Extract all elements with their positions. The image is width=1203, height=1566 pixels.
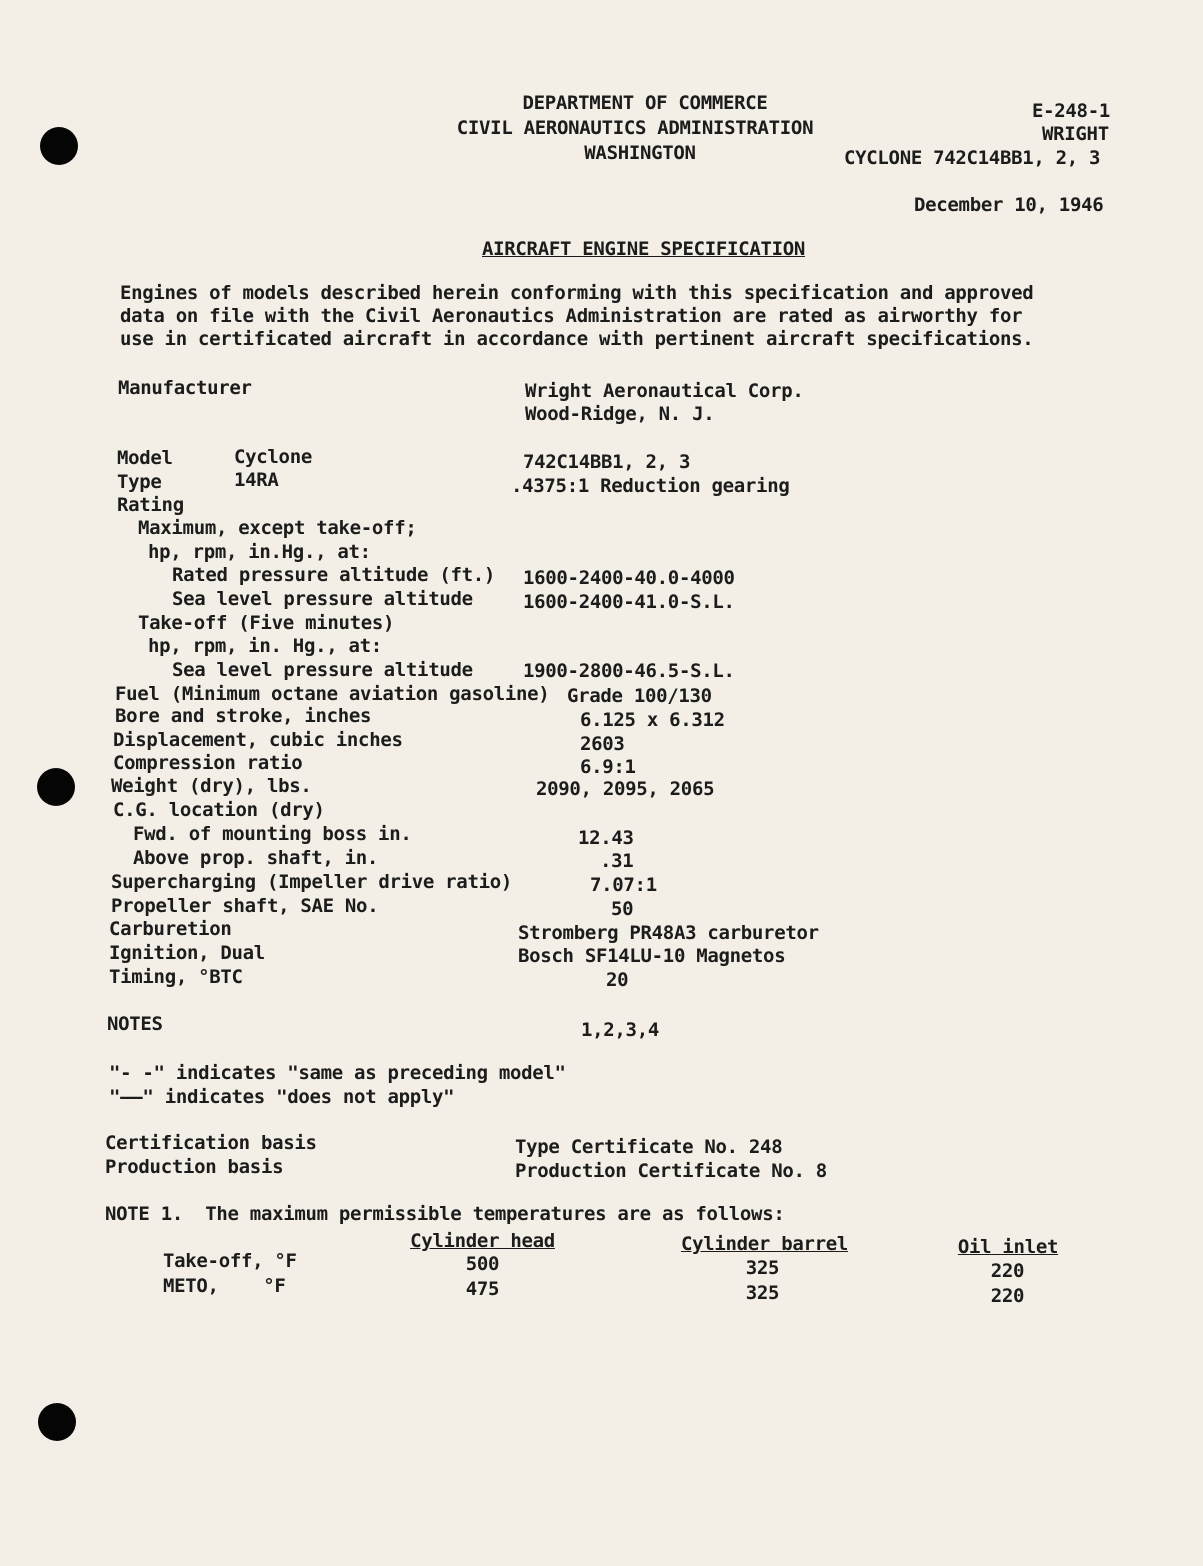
legend-same: "- -" indicates "same as preceding model" (109, 1062, 566, 1084)
spec-number: E-248-1 (1032, 100, 1110, 122)
model-label: Model (117, 447, 173, 469)
punch-hole-middle (37, 768, 75, 806)
spec-date: December 10, 1946 (914, 194, 1104, 216)
manufacturer-label: Manufacturer (118, 377, 252, 399)
notes-label: NOTES (107, 1013, 163, 1035)
cg-above-value: .31 (600, 850, 634, 872)
supercharging-label: Supercharging (Impeller drive ratio) (111, 871, 513, 893)
cg-forward-value: 12.43 (578, 827, 634, 849)
table-cell: 475 (465, 1278, 500, 1300)
displacement-label: Displacement, cubic inches (113, 729, 403, 751)
weight-value: 2090, 2095, 2065 (536, 778, 715, 800)
type-value: .4375:1 Reduction gearing (511, 475, 790, 497)
ignition-value: Bosch SF14LU-10 Magnetos (518, 945, 786, 967)
certification-basis-value: Type Certificate No. 248 (515, 1136, 783, 1158)
intro-paragraph (120, 282, 1090, 351)
department-line: DEPARTMENT OF COMMERCE (522, 92, 768, 114)
carburetion-value: Stromberg PR48A3 carburetor (518, 922, 819, 944)
manufacturer-name: Wright Aeronautical Corp. (525, 380, 804, 402)
cg-location-label: C.G. location (dry) (113, 799, 325, 821)
table-cell: 500 (465, 1253, 500, 1275)
notes-value: 1,2,3,4 (581, 1019, 659, 1041)
takeoff-label: Take-off (Five minutes) (138, 612, 395, 634)
weight-label: Weight (dry), lbs. (111, 775, 312, 797)
table-cell: 325 (745, 1282, 780, 1304)
certification-basis-label: Certification basis (105, 1132, 317, 1154)
punch-hole-bottom (38, 1403, 76, 1441)
production-basis-label: Production basis (105, 1156, 284, 1178)
rating-max-label: Maximum, except take-off; (138, 517, 417, 539)
table-cell: 325 (745, 1257, 780, 1279)
engine-model-line: CYCLONE 742C14BB1, 2, 3 (844, 147, 1101, 169)
carburetion-label: Carburetion (109, 918, 232, 940)
table-cell: 220 (990, 1260, 1025, 1282)
legend-not-apply: "——" indicates "does not apply" (109, 1086, 455, 1108)
rating-label: Rating (117, 494, 184, 516)
cg-forward-label: Fwd. of mounting boss in. (133, 823, 412, 845)
table-cell: 220 (990, 1285, 1025, 1307)
supercharging-value: 7.07:1 (590, 874, 657, 896)
production-basis-value: Production Certificate No. 8 (515, 1160, 827, 1182)
fuel-value: Grade 100/130 (567, 685, 712, 707)
rated-altitude-value: 1600-2400-40.0-4000 (523, 567, 735, 589)
spec-title: AIRCRAFT ENGINE SPECIFICATION (482, 238, 806, 260)
sea-level-value: 1600-2400-41.0-S.L. (523, 591, 735, 613)
note1-text: NOTE 1. The maximum permissible temperatures are as follows: (105, 1203, 785, 1225)
sea-level-label: Sea level pressure altitude (172, 588, 473, 610)
takeoff-units: hp, rpm, in. Hg., at: (148, 635, 382, 657)
table-row-label: Take-off, °F (163, 1250, 297, 1272)
intro-line: data on file with the Civil Aeronautics Administration are rated as airworthy for (120, 305, 1023, 327)
administration-line: CIVIL AERONAUTICS ADMINISTRATION (456, 117, 814, 139)
bore-stroke-value: 6.125 x 6.312 (580, 709, 725, 731)
takeoff-sea-level-value: 1900-2800-46.5-S.L. (523, 660, 735, 682)
column-header-cylinder-head: Cylinder head (410, 1230, 555, 1252)
fuel-label: Fuel (Minimum octane aviation gasoline) (115, 683, 550, 705)
cg-above-label: Above prop. shaft, in. (133, 847, 379, 869)
model-name: Cyclone (234, 446, 312, 468)
type-name: 14RA (234, 469, 279, 491)
displacement-value: 2603 (580, 733, 625, 755)
rating-max-units: hp, rpm, in.Hg., at: (148, 541, 371, 563)
compression-label: Compression ratio (113, 752, 303, 774)
timing-value: 20 (606, 969, 629, 991)
engine-maker: WRIGHT (1042, 123, 1109, 145)
table-row-label: METO, °F (163, 1275, 286, 1297)
type-label: Type (117, 471, 162, 493)
compression-value: 6.9:1 (580, 756, 636, 778)
model-value: 742C14BB1, 2, 3 (523, 451, 691, 473)
rated-altitude-label: Rated pressure altitude (ft.) (172, 564, 496, 586)
intro-line: use in certificated aircraft in accordance with pertinent aircraft specifications. (120, 328, 1034, 350)
manufacturer-address: Wood-Ridge, N. J. (525, 403, 715, 425)
takeoff-sea-level-label: Sea level pressure altitude (172, 659, 473, 681)
ignition-label: Ignition, Dual (109, 942, 265, 964)
punch-hole-top (40, 127, 78, 165)
propeller-shaft-label: Propeller shaft, SAE No. (111, 895, 379, 917)
column-header-cylinder-barrel: Cylinder barrel (680, 1233, 849, 1255)
bore-stroke-label: Bore and stroke, inches (115, 705, 372, 727)
propeller-shaft-value: 50 (611, 898, 634, 920)
column-header-oil-inlet: Oil inlet (957, 1236, 1059, 1258)
intro-line: Engines of models described herein conforming with this specification and approved (120, 282, 1034, 304)
timing-label: Timing, °BTC (109, 966, 243, 988)
city-line: WASHINGTON (584, 142, 696, 164)
